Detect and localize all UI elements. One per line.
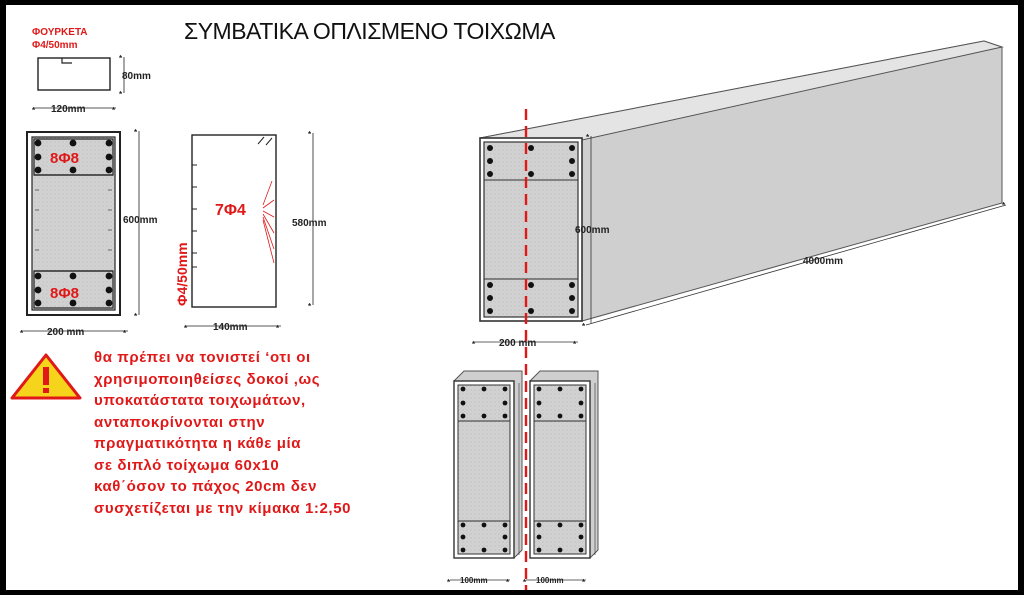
elevation-height-dim: 580mm: [292, 218, 327, 229]
svg-text:*: *: [573, 340, 577, 349]
beam-width-dim: 200 mm: [499, 338, 537, 349]
stirrup-height-dim: 80mm: [122, 71, 151, 82]
beam-length-dim: 4000mm: [803, 256, 844, 267]
svg-text:*: *: [586, 133, 590, 142]
svg-text:*: *: [472, 340, 476, 349]
svg-text:*: *: [134, 128, 138, 137]
warning-triangle-icon: [12, 355, 80, 398]
warning-line: καθ΄όσον το πάχος 20cm δεν: [94, 478, 318, 495]
section-width-dim: 200 mm: [47, 327, 85, 338]
svg-text:*: *: [582, 322, 586, 331]
svg-text:*: *: [506, 578, 510, 587]
warning-line: θα πρέπει να τονιστεί ‘οτι οι: [94, 349, 311, 366]
svg-text:*: *: [123, 329, 127, 338]
page-title: ΣΥΜΒΑΤΙΚΑ ΟΠΛΙΣΜΕΝΟ ΤΟΙΧΩΜΑ: [184, 18, 555, 44]
top-rebar-label: 8Φ8: [50, 150, 79, 167]
svg-text:*: *: [20, 329, 24, 338]
cross-section: [20, 128, 158, 338]
svg-text:*: *: [308, 130, 312, 139]
left-wall-width-dim: 100mm: [460, 576, 488, 585]
svg-text:*: *: [112, 106, 116, 115]
beam-height-dim: 600mm: [575, 225, 610, 236]
stirrup-label-name: ΦΟΥΡΚΕΤΑ: [32, 27, 88, 38]
svg-text:*: *: [184, 324, 188, 333]
elevation-bars-label: 7Φ4: [215, 202, 246, 219]
warning-line: χρησιμοποιηθείσες δοκοί ,ως: [94, 370, 321, 388]
stirrup-width-dim: 120mm: [51, 104, 86, 115]
svg-text:*: *: [523, 578, 527, 587]
bottom-rebar-label: 8Φ8: [50, 285, 79, 302]
elevation-view: [174, 130, 327, 333]
right-wall-width-dim: 100mm: [536, 576, 564, 585]
stirrup-detail: [32, 27, 151, 115]
elevation-width-dim: 140mm: [213, 322, 248, 333]
drawing-sheet: [6, 5, 1018, 590]
elevation-stirrup-spacing: Φ4/50mm: [174, 242, 190, 306]
svg-text:*: *: [582, 578, 586, 587]
svg-text:*: *: [134, 312, 138, 321]
svg-text:*: *: [308, 302, 312, 311]
svg-text:*: *: [119, 54, 123, 63]
beam-3d: [472, 41, 1006, 349]
warning-line: ανταποκρίνονται στην: [94, 413, 266, 431]
stirrup-outline: [38, 58, 110, 90]
section-height-dim: 600mm: [123, 215, 158, 226]
svg-text:*: *: [447, 578, 451, 587]
warning-line: σε διπλό τοίχωμα 60x10: [94, 456, 280, 474]
warning-line: πραγματικότητα η κάθε μία: [94, 435, 302, 452]
stirrup-label-spec: Φ4/50mm: [32, 40, 78, 51]
warning-line: υποκατάστατα τοιχωμάτων,: [94, 392, 306, 409]
warning-note: [94, 347, 474, 519]
svg-text:*: *: [32, 106, 36, 115]
warning-line: συσχετίζεται με την κίμακα 1:2,50: [94, 499, 352, 517]
svg-text:*: *: [119, 90, 123, 99]
svg-text:*: *: [1002, 201, 1006, 210]
svg-text:*: *: [276, 324, 280, 333]
